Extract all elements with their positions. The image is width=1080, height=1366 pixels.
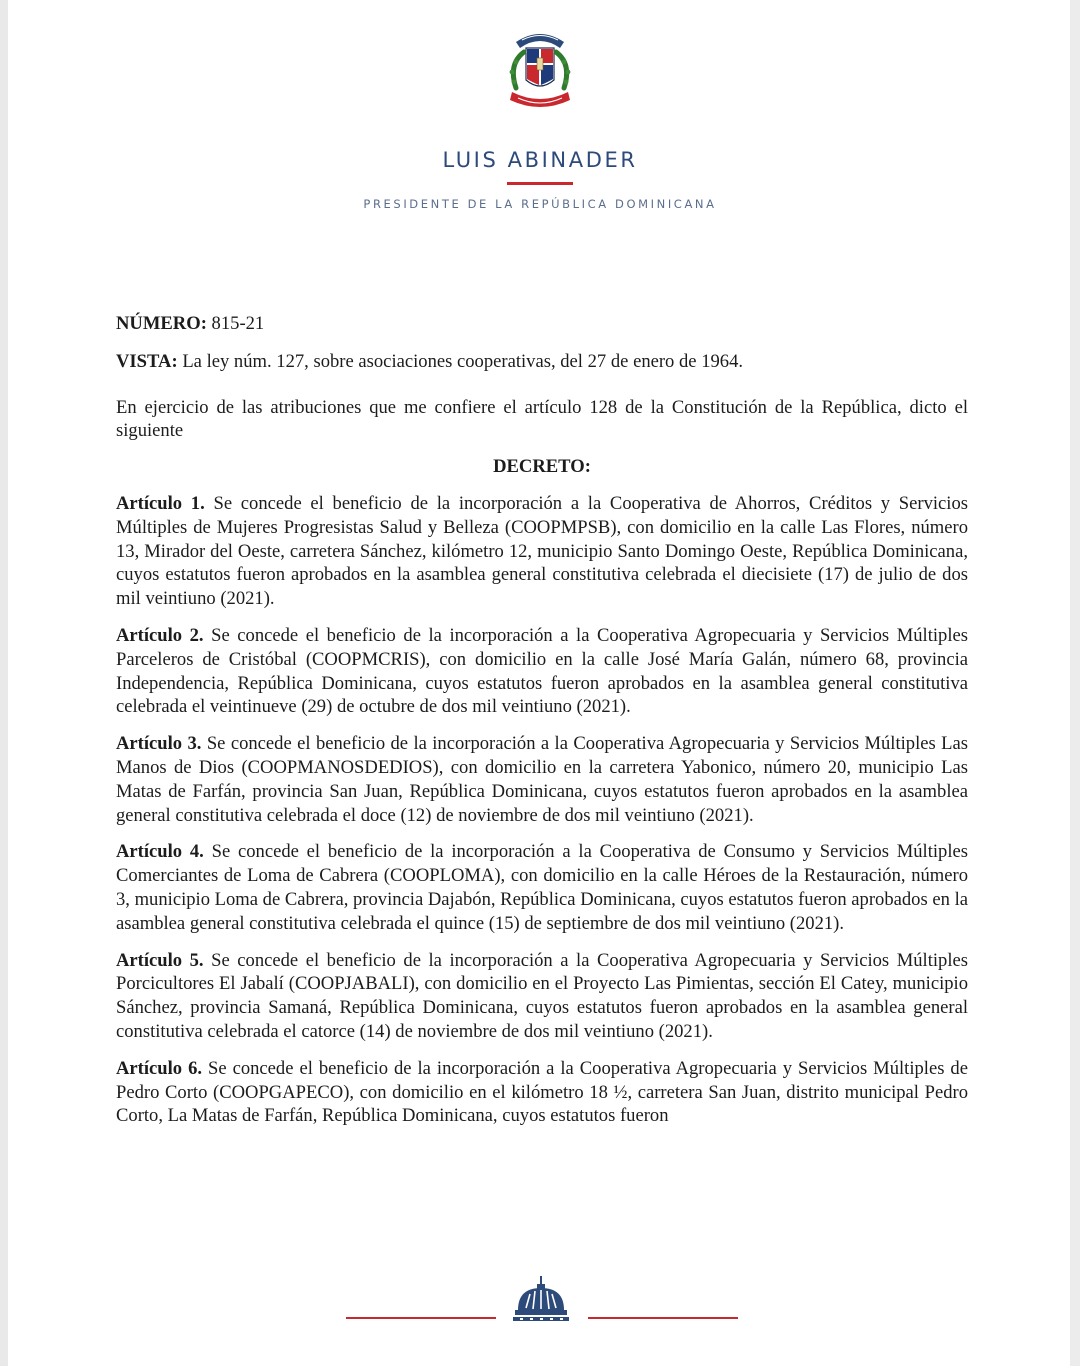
article-5 — [116, 949, 968, 1044]
vista-text: La ley núm. 127, sobre asociaciones cooperativas, del 27 de enero de 1964. — [182, 350, 744, 372]
article-3 — [116, 732, 968, 827]
president-name: LUIS ABINADER — [442, 148, 638, 172]
article-label: Artículo 1. — [116, 492, 205, 514]
name-divider — [507, 182, 573, 185]
footer-rule-right — [588, 1317, 738, 1319]
vista-label: VISTA: — [116, 350, 178, 372]
preamble: En ejercicio de las atribuciones que me confiere el artículo 128 de la Constitución de la República, dicto el siguiente — [116, 396, 968, 442]
footer-rule-left — [346, 1317, 496, 1319]
vista-line — [116, 350, 968, 374]
article-6 — [116, 1057, 968, 1128]
decree-title: DECRETO: — [493, 456, 591, 478]
footer — [0, 1272, 1080, 1332]
decree-number — [116, 312, 968, 336]
article-label: Artículo 3. — [116, 733, 202, 755]
article-label: Artículo 2. — [116, 624, 204, 646]
article-text: Se concede el beneficio de la incorporación a la Cooperativa Agropecuaria y Servicios Múltiples Parceleros de Cristóbal (COOPMCRIS), con domicilio en la calle José María Galán, número 68, provincia Independencia, República Dominicana, cuyos estatutos fueron aprobados en la asamblea general constitutiva celebrada el veintinueve (29) de octubre de dos mil veintiuno (2021). — [116, 624, 968, 718]
article-text: Se concede el beneficio de la incorporación a la Cooperativa Agropecuaria y Servicios Múltiples Porcicultores El Jabalí (COOPJABALI), con domicilio en el Proyecto Las Pimientas, sección El Catey, municipio Sánchez, provincia Samaná, República Dominicana, cuyos estatutos fueron aprobados en la asamblea general constitutiva celebrada el catorce (14) de noviembre de dos mil veintiuno (2021). — [116, 949, 968, 1042]
palace-dome-icon — [510, 1274, 572, 1326]
article-label: Artículo 4. — [116, 841, 204, 863]
president-title: PRESIDENTE DE LA REPÚBLICA DOMINICANA — [363, 197, 717, 211]
coat-of-arms-icon — [494, 22, 586, 118]
article-text: Se concede el beneficio de la incorporación a la Cooperativa de Consumo y Servicios Múltiples Comerciantes de Loma de Cabrera (COOPLOMA), con domicilio en la calle Héroes de la Restauración, número 3, municipio Loma de Cabrera, provincia Dajabón, República Dominicana, cuyos estatutos fueron aprobados en la asamblea general constitutiva celebrada el quince (15) de septiembre de dos mil veintiuno (2021). — [116, 841, 968, 934]
decree-body — [116, 312, 968, 1141]
article-2 — [116, 624, 968, 719]
article-text: Se concede el beneficio de la incorporación a la Cooperativa Agropecuaria y Servicios Múltiples de Pedro Corto (COOPGAPECO), con domicilio en el kilómetro 18 ½, carretera San Juan, distrito municipal Pedro Corto, La Matas de Farfán, República Dominicana, cuyos estatutos fueron — [116, 1057, 968, 1127]
article-text: Se concede el beneficio de la incorporación a la Cooperativa Agropecuaria y Servicios Múltiples Las Manos de Dios (COOPMANOSDEDIOS), con domicilio en la carretera Yabonico, número 20, municipio Las Matas de Farfán, provincia San Juan, República Dominicana, cuyos estatutos fueron aprobados en la asamblea general constitutiva celebrada el doce (12) de noviembre de dos mil veintiuno (2021). — [116, 733, 968, 826]
article-4 — [116, 840, 968, 935]
numero-label: NÚMERO: — [116, 313, 207, 334]
numero-value: 815-21 — [211, 313, 265, 334]
article-text: Se concede el beneficio de la incorporación a la Cooperativa de Ahorros, Créditos y Servicios Múltiples de Mujeres Progresistas Salud y Belleza (COOPMPSB), con domicilio en la calle Las Flores, número 13, Mirador del Oeste, carretera Sánchez, kilómetro 12, municipio Santo Domingo Oeste, República Dominicana, cuyos estatutos fueron aprobados en la asamblea general constitutiva celebrada el diecisiete (17) de julio de dos mil veintiuno (2021). — [116, 492, 968, 610]
article-label: Artículo 5. — [116, 949, 204, 971]
article-1 — [116, 492, 968, 611]
article-label: Artículo 6. — [116, 1057, 203, 1079]
letterhead — [0, 22, 1080, 211]
